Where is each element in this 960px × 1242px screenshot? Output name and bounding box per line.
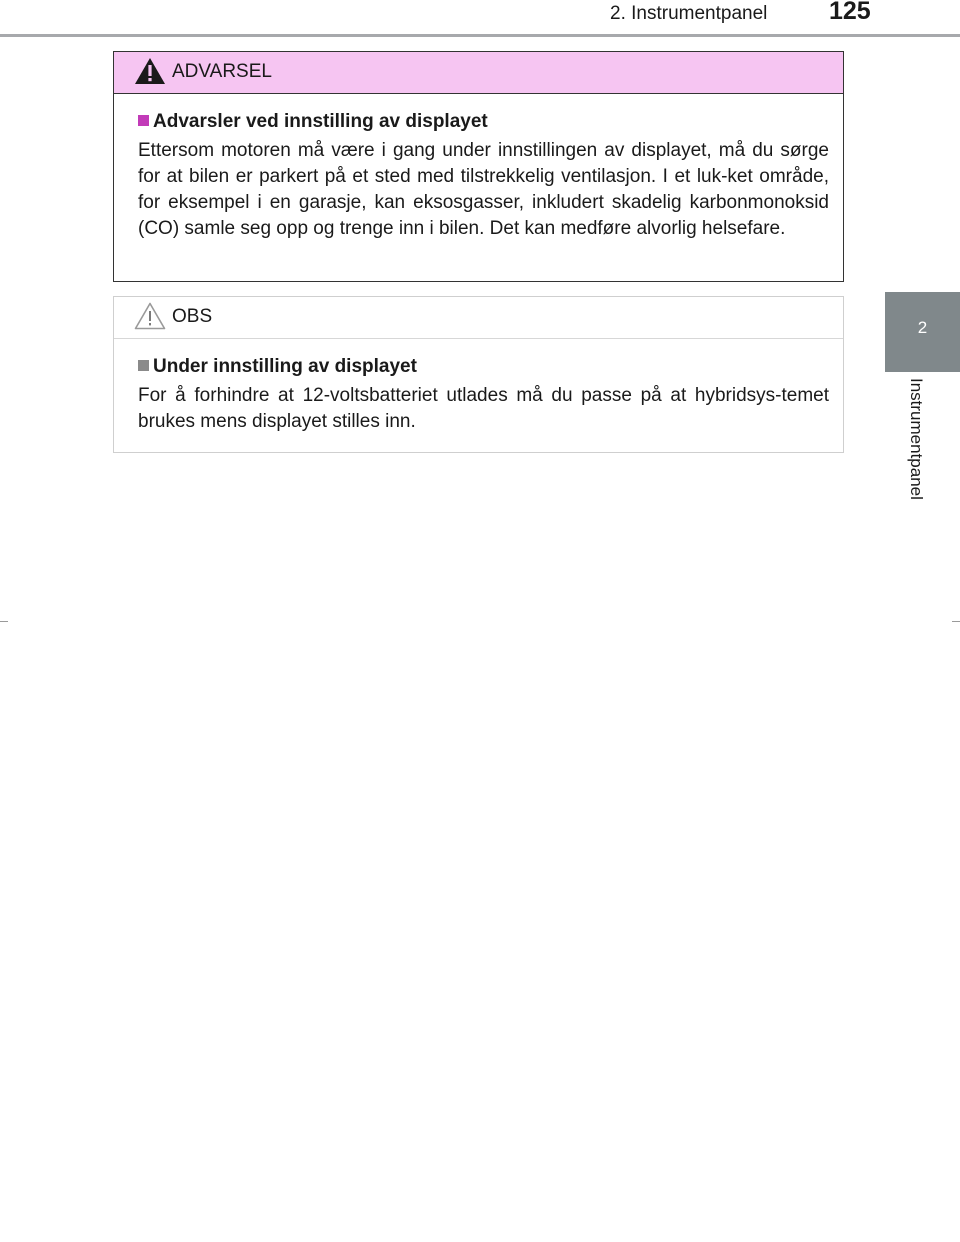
page-number: 125 bbox=[829, 0, 871, 25]
chapter-side-label-text: Instrumentpanel bbox=[907, 378, 926, 500]
crop-mark-left bbox=[0, 621, 8, 622]
warning-item-text: Ettersom motoren må være i gang under innstillingen av displayet, må du sørge for at bilen er parkert på et sted med tilstrekkelig ventilasjon. I et luk-ket område, for eksempel i en garasje, kan eksosgasser, inkludert skadelig karbonmonoksid (CO) samle seg opp og trenge inn i bilen. Det kan medføre alvorlig helsefare. bbox=[138, 140, 829, 239]
chapter-side-label bbox=[906, 378, 926, 528]
warning-item-title-text: Advarsler ved innstilling av displayet bbox=[153, 111, 488, 132]
warning-triangle-filled-icon bbox=[134, 57, 166, 85]
notice-item-title bbox=[138, 355, 829, 379]
warning-box bbox=[113, 51, 844, 282]
notice-box-header bbox=[114, 297, 843, 339]
warning-box-header bbox=[114, 52, 843, 94]
chapter-tab-number: 2 bbox=[917, 318, 928, 337]
square-bullet-icon bbox=[138, 360, 149, 371]
warning-triangle-outline-icon bbox=[134, 302, 166, 330]
square-bullet-icon bbox=[138, 115, 149, 126]
notice-box-body bbox=[114, 339, 843, 435]
crop-mark-right bbox=[952, 621, 960, 622]
notice-item-text: For å forhindre at 12-voltsbatteriet utlades må du passe på at hybridsys-temet brukes mens displayet stilles inn. bbox=[138, 385, 829, 432]
warning-box-heading: ADVARSEL bbox=[172, 61, 272, 82]
warning-item-title bbox=[138, 110, 829, 134]
notice-box bbox=[113, 296, 844, 453]
notice-box-heading: OBS bbox=[172, 306, 213, 327]
header-rule bbox=[0, 34, 960, 37]
running-header-title: 2. Instrumentpanel bbox=[610, 3, 768, 24]
chapter-tab bbox=[885, 292, 960, 372]
warning-box-body bbox=[114, 94, 843, 242]
notice-item-title-text: Under innstilling av displayet bbox=[153, 356, 417, 377]
